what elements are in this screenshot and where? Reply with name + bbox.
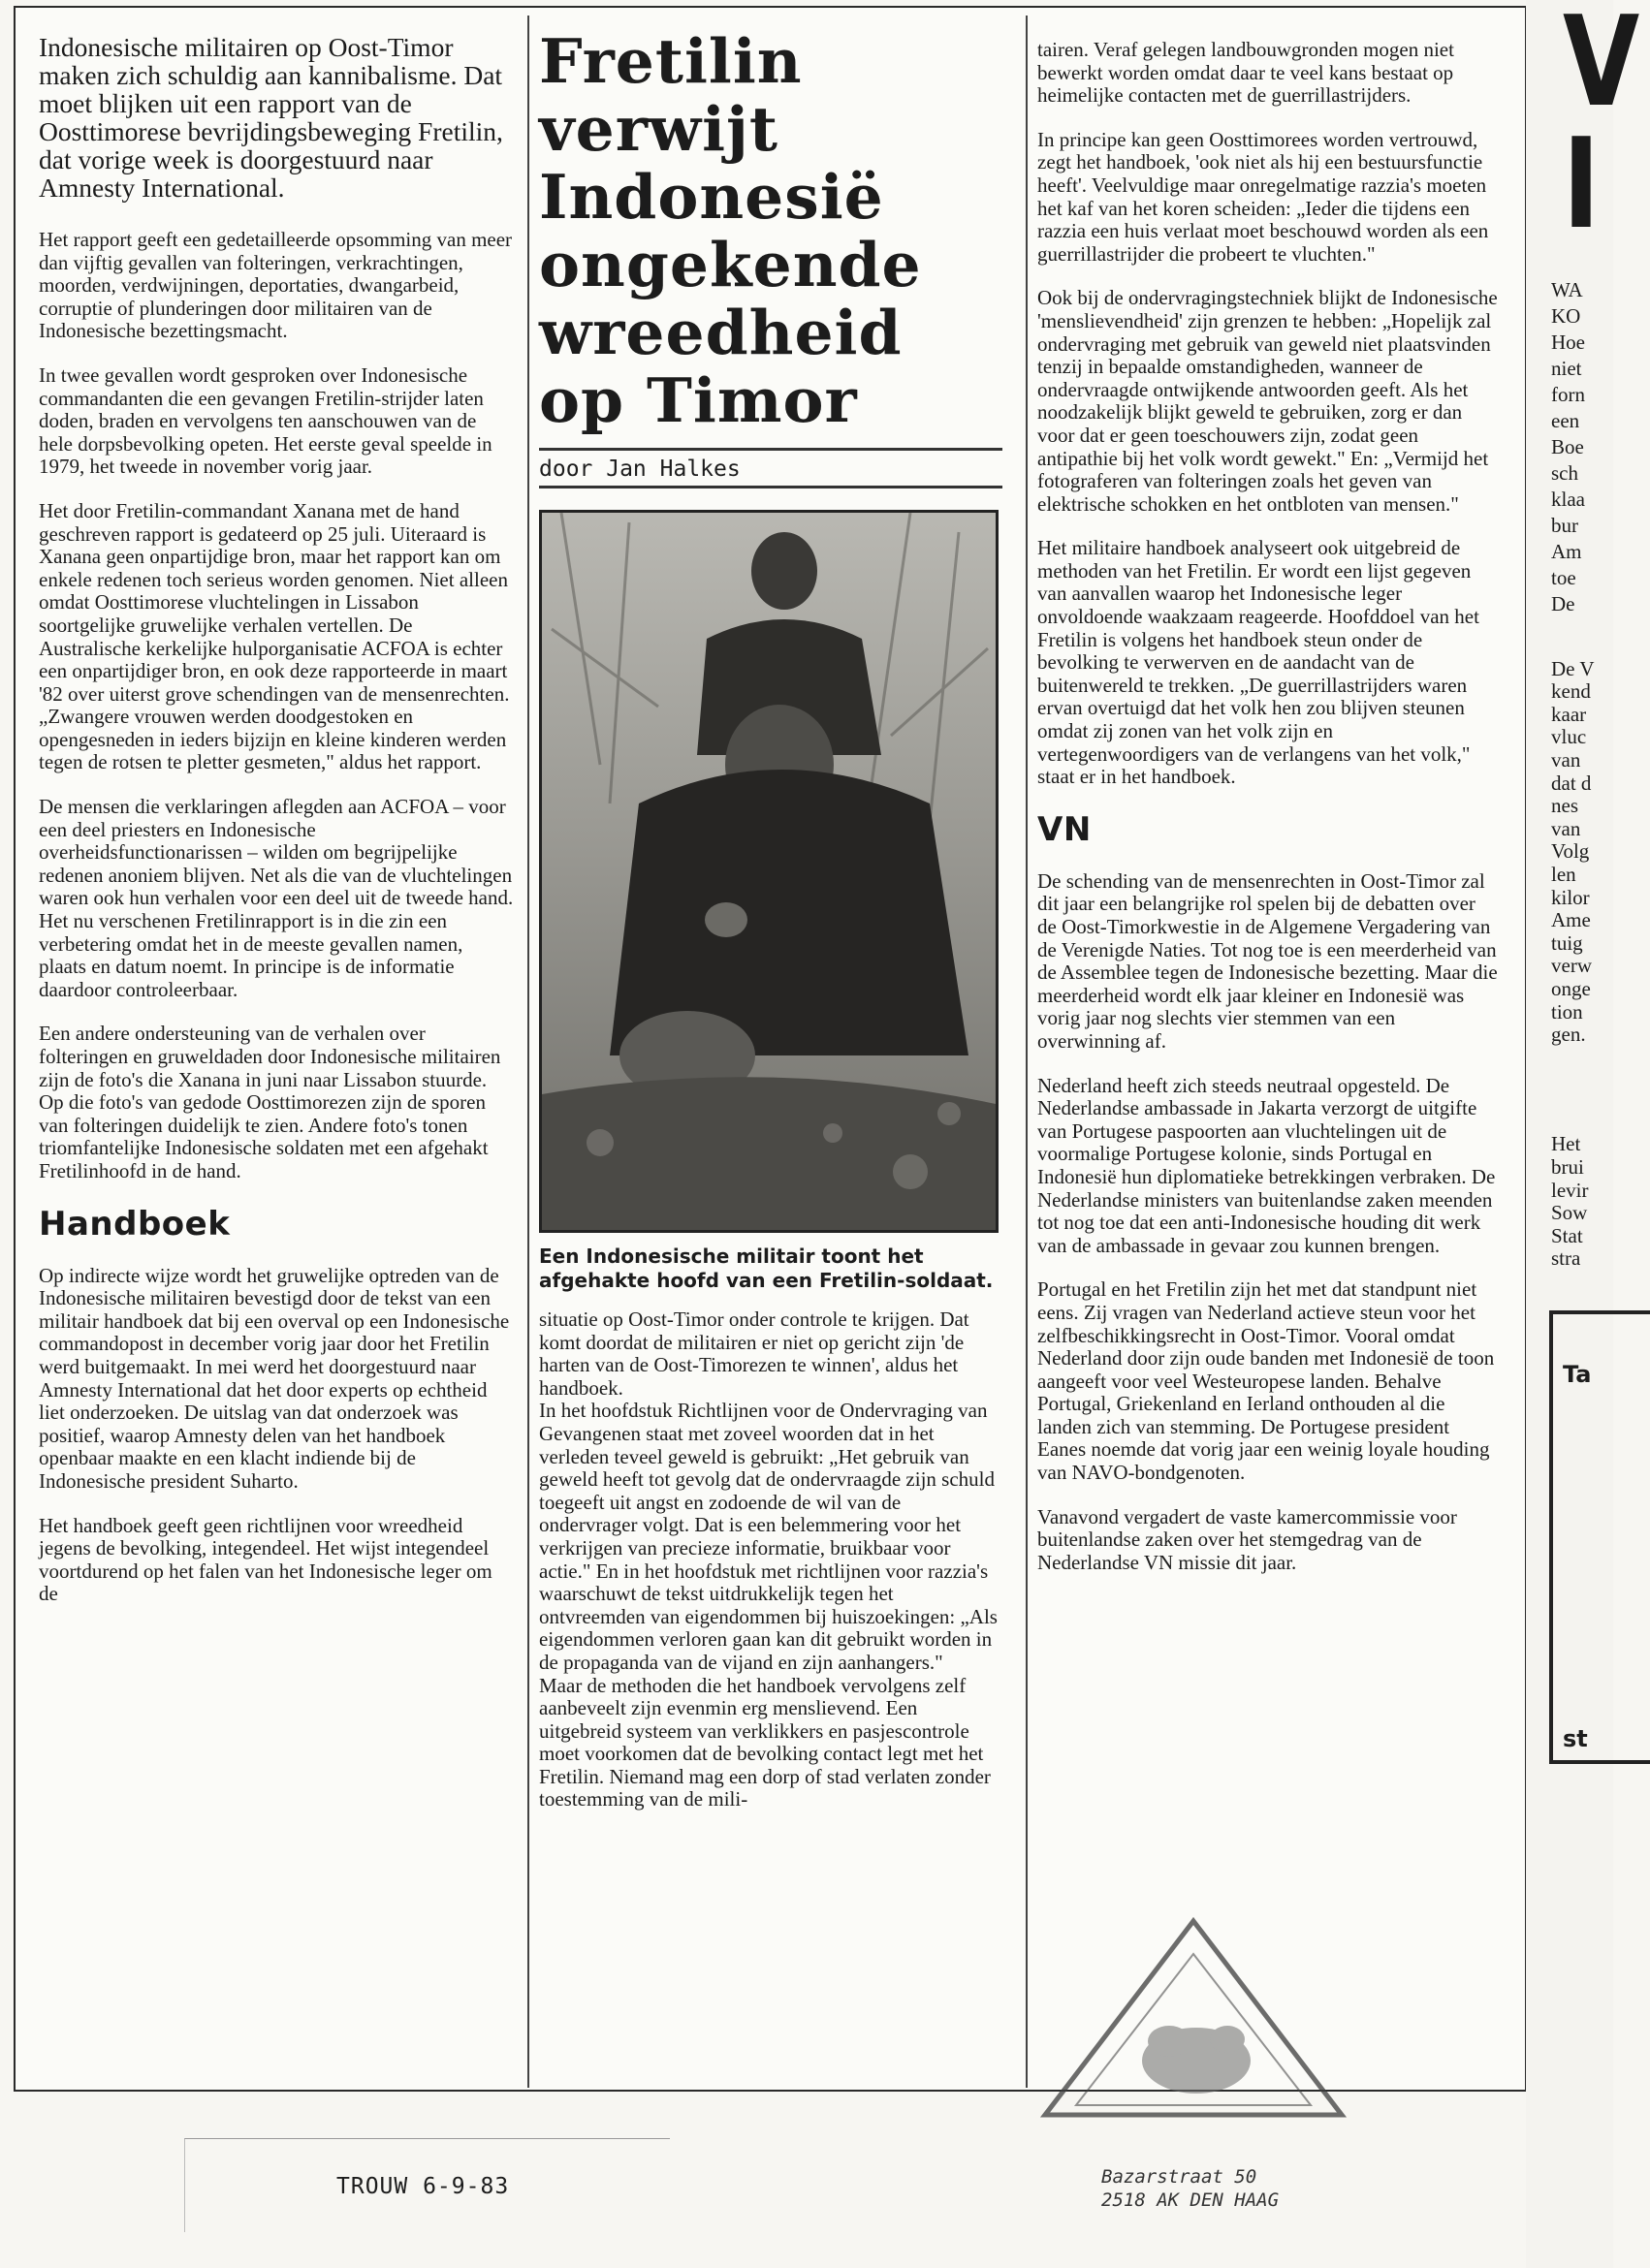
article-column-2 <box>539 25 1002 1811</box>
adjacent-text-line: Hoe <box>1551 331 1585 354</box>
column-divider <box>527 16 529 2088</box>
article-paragraph: Het handboek geeft geen richtlijnen voor wreedheid jegens de bevolking, integendeel. Het wijst integendeel voortdurend op het falen van het Indonesische leger om de <box>39 1513 492 1606</box>
article-paragraph: Een andere ondersteuning van de verhalen over folteringen en gruweldaden door Indonesische militairen zijn de foto's die Xanana in juni naar Lissabon stuurde. Op die foto's van gedode Oosttimorezen zijn de sporen van folteringen duidelijk te zien. Andere foto's tonen triomfantelijke Indonesische soldaten met een afgehakt Fretilinhoofd in de hand. <box>39 1022 501 1182</box>
adjacent-text-line: Ame <box>1551 908 1591 932</box>
news-photo <box>539 510 999 1233</box>
stamp-address-line: Bazarstraat 50 <box>1101 2166 1257 2188</box>
article-paragraph: tairen. Veraf gelegen landbouwgronden mogen niet bewerkt worden omdat daar te veel kans bestaat op heimelijke contacten met de guerrillastrijders. <box>1037 38 1454 108</box>
article-paragraph: Het door Fretilin-commandant Xanana met de hand geschreven rapport is gedateerd op 25 juli. Uiteraard is Xanana geen onpartijdige bron, maar het rapport kan om enkele redenen toch serieus worden genomen. Niet alleen omdat Oosttimorese vluchtelingen in Lissabon soortgelijke gruwelijke verhalen vertellen. De Australische kerkelijke hulporganisatie ACFOA is echter een onpartijdiger bron, en ook deze rapporteerde in maart '82 over uiterst grove schendingen van de mensenrechten. „Zwangere vrouwen werden doodgestoken en opengesneden in ieders bijzijn en kleine kinderen werden tegen de rotsen te pletter gesmeten," aldus het rapport. <box>39 498 510 774</box>
article-paragraph: Het militaire handboek analyseert ook uitgebreid de methoden van het Fretilin. Er wordt een lijst gegeven van aanvallen waarop het Indonesische leger onvoldoende waakzaam reageerde. Hoofddoel van het Fretilin is volgens het handboek steun onder de bevolking te verwerven en de aandacht van de buitenwereld te trekken. „De guerrillastrijders waren ervan overtuigd dat het volk hen zou blijven steunen omdat zij zonen van het volk zijn en vertegenwoordigers van de verlangens van het volk," staat er in het handboek. <box>1037 536 1479 789</box>
adjacent-text-line: Stat <box>1551 1223 1583 1247</box>
adjacent-text-line: gen. <box>1551 1023 1586 1047</box>
headline-line: wreedheid <box>539 297 903 368</box>
column-divider <box>1026 16 1028 2088</box>
adjacent-text-line: Am <box>1551 540 1582 563</box>
article-paragraph: Op indirecte wijze wordt het gruwelijke optreden van de Indonesische militairen bevestigd door de tekst van een militair handboek dat bij een overval op een Indonesische commandopost in december vorig jaar door het Fretilin werd buitgemaakt. In mei werd het doorgestuurd naar Amnesty International dat het door experts op echtheid liet onderzoeken. De uitslag van dat onderzoek was positief, waarop Amnesty delen van het handboek openbaar maakte en een klacht indiende bij de Indonesische president Suharto. <box>39 1263 510 1493</box>
adjacent-box <box>1549 1310 1650 1764</box>
adjacent-text-line: kaar <box>1551 702 1587 726</box>
source-label: TROUW 6-9-83 <box>336 2174 510 2199</box>
adjacent-text-line: Volg <box>1551 839 1590 864</box>
adjacent-text-line: Boe <box>1551 435 1584 458</box>
article-paragraph: In twee gevallen wordt gesproken over Indonesische commandanten die een gevangen Fretilin-strijder laten doden, braden en vervolgens ten aanschouwen van de hele dorpsbevolking opeten. Het eerste geval speelde in 1979, het tweede in november vorig jaar. <box>39 362 492 479</box>
adjacent-text-line: dat d <box>1551 771 1592 795</box>
article-paragraph: Portugal en het Fretilin zijn het met dat standpunt niet eens. Zij vragen van Nederland actieve steun voor het zelfbeschikkingsrecht in Oost-Timor. Vooral omdat Nederland door zijn oude banden met Indonesië de toon aangeeft voor veel Westeuropese landen. Behalve Portugal, Griekenland en Ierland onthouden al die landen zich van stemming. De Portugese president Eanes noemde dat vorig jaar een weinig loyale houding van NAVO-bondgenoten. <box>1037 1277 1495 1485</box>
adjacent-text-line: onge <box>1551 977 1591 1000</box>
article-paragraph: De schending van de mensenrechten in Oost-Timor zal dit jaar een belangrijke rol spelen bij de debatten over de Oost-Timorkwestie in de Algemene Vergadering van de Verenigde Naties. Tot nog toe is een meerderheid van de Assemblee tegen de Indonesische bezetting. Maar die meerderheid wordt elk jaar kleiner en Indonesië was vorig jaar nog slechts vier stemmen van een overwinning af. <box>1037 868 1498 1053</box>
stamp-address <box>1101 2165 1279 2212</box>
article-paragraph: Nederland heeft zich steeds neutraal opgesteld. De Nederlandse ambassade in Jakarta verzorgt de uitgifte van Portugese paspoorten aan vluchtelingen uit de voormalige Portugese kolonie, sinds Portugal en Indonesië hun diplomatieke betrekkingen verbraken. De Nederlandse ministers van buitenlandse zaken meenden tot nog toe dat een anti-Indonesische houding dit werk van de ambassade in gevaar zou kunnen brengen. <box>1037 1073 1496 1257</box>
article-paragraph: In het hoofdstuk Richtlijnen voor de Ondervraging van Gevangenen staat met zoveel woorden dat in het verleden teveel geweld is gebruikt: „Het gebruik van geweld heeft tot gevolg dat de ondervraagde zijn schuld toegeeft uit angst en zodoende de wil van de ondervrager volgt. Dat is een belemmering voor het verkrijgen van precieze informatie, bruikbaar voor actie." En in het hoofdstuk met richtlijnen voor razzia's waarschuwt de tekst uitdrukkelijk tegen het ontvreemden van eigendommen bij huiszoekingen: „Als eigendommen verloren gaan kan dit gebruikt worden in de propaganda van de vijand en zijn aanhangers." <box>539 1399 998 1674</box>
adjacent-text-line: tuig <box>1551 930 1583 955</box>
adjacent-box-text: Ta <box>1563 1361 1592 1388</box>
article-paragraph: De mensen die verklaringen aflegden aan ACFOA – voor een deel priesters en Indonesische overheidsfunctionarissen – wilden om begrijpelijke redenen anoniem blijven. Net als die van de vluchtelingen waren ook hun verhalen voor een deel uit de tweede hand. Het nu verschenen Fretilinrapport is in die zin een verbetering omdat het in de meeste gevallen namen, plaats en datum noemt. In principe is de informatie daardoor controleerbaar. <box>39 795 514 1001</box>
adjacent-headline-letter: V <box>1563 0 1640 135</box>
adjacent-text-line: Sow <box>1551 1201 1588 1225</box>
headline-line: ongekende <box>539 229 922 300</box>
article-paragraph: Het rapport geeft een gedetailleerde opsomming van meer dan vijftig gevallen van folteringen, verkrachtingen, moorden, verdwijningen, deportaties, dwangarbeid, corruptie of plunderingen door militairen van de Indonesische bezettingsmacht. <box>39 228 513 343</box>
article-paragraph: situatie op Oost-Timor onder controle te krijgen. Dat komt doordat de militairen er niet op gericht zijn 'de harten van de Oost-Timorezen te winnen', aldus het handboek. <box>539 1307 969 1400</box>
adjacent-text-line: van <box>1551 748 1581 772</box>
byline: door Jan Halkes <box>539 457 741 482</box>
adjacent-text-line: len <box>1551 863 1576 886</box>
adjacent-text-line: brui <box>1551 1155 1584 1179</box>
adjacent-text-line: sch <box>1551 461 1578 485</box>
article-paragraph: Vanavond vergadert de vaste kamercommissie voor buitenlandse zaken over het stemgedrag van de Nederlandse VN missie dit jaar. <box>1037 1504 1457 1574</box>
photo-caption: Een Indonesische militair toont het afgehakte hoofd van een Fretilin-soldaat. <box>539 1244 994 1292</box>
adjacent-text-line: De V <box>1551 656 1595 680</box>
adjacent-text-line: bur <box>1551 514 1578 537</box>
byline-rule-bottom <box>539 486 1002 488</box>
article-paragraph: Maar de methoden die het handboek vervolgens zelf aanbeveelt zijn evenmin erg menslievend. Een uitgebreid systeem van verklikkers en pasjescontrole moet voorkomen dat de bevolking contact legt met het Fretilin. Niemand mag een dorp of stad verlaten zonder toestemming van de mili- <box>539 1673 991 1811</box>
adjacent-text-line: van <box>1551 816 1581 840</box>
adjacent-text-line: levir <box>1551 1178 1589 1202</box>
article-paragraph: Ook bij de ondervragingstechniek blijkt de Indonesische 'menslievendheid' zijn grenzen te hebben: „Hopelijk zal ondervraging met gebruik van geweld niet plaatsvinden tenzij in bepaalde omstandigheden, wanneer de ondervraagde ontwijkende antwoorden geeft. Als het noodzakelijk blijkt geweld te gebruiken, zorg er dan voor dat er geen toeschouwers zijn, zodat geen antipathie bij het volk wordt gewekt." En: „Vermijd het fotograferen van folteringen zoals het geven van elektrische schokken en het ontbloten van mensen." <box>1037 286 1498 516</box>
article-column-3 <box>1037 39 1499 1574</box>
subheading-vn: VN <box>1037 809 1092 849</box>
adjacent-text-line: WA <box>1551 278 1583 301</box>
adjacent-text-line: niet <box>1551 357 1582 380</box>
adjacent-text-line: toe <box>1551 566 1576 589</box>
adjacent-text-line: nes <box>1551 794 1578 818</box>
article-lead: Indonesische militairen op Oost-Timor maken zich schuldig aan kannibalisme. Dat moet blijken uit een rapport van de Oosttimorese bevrijdingsbeweging Fretilin, dat vorige week is doorgestuurd naar Amnesty International. <box>39 32 503 203</box>
byline-rule-top <box>539 448 1002 451</box>
headline-line: verwijt <box>539 93 778 165</box>
adjacent-text-line: kend <box>1551 679 1591 704</box>
adjacent-text-line: vluc <box>1551 725 1587 749</box>
article-paragraph: In principe kan geen Oosttimorees worden vertrouwd, zegt het handboek, 'ook niet als hij een bestuursfunctie heeft'. Veelvuldige maar onregelmatige razzia's moeten het kaf van het koren scheiden: „Ieder die tijdens een razzia een huis verlaat moet beschouwd worden als een guerrillastrijder die probeert te vluchten." <box>1037 127 1489 266</box>
adjacent-headline-letter: I <box>1563 112 1601 257</box>
adjacent-text-line: klaa <box>1551 488 1585 511</box>
headline-line: Indonesië <box>539 161 884 233</box>
adjacent-text-line: kilor <box>1551 885 1590 909</box>
adjacent-box-text: st <box>1563 1725 1588 1752</box>
adjacent-text-line: forn <box>1551 383 1585 406</box>
subheading-handboek: Handboek <box>39 1204 231 1244</box>
headline-line: op Timor <box>539 364 858 436</box>
adjacent-text-line: tion <box>1551 999 1583 1024</box>
adjacent-article-fragment <box>1526 0 1640 2268</box>
headline <box>539 27 1002 434</box>
adjacent-text-line: een <box>1551 409 1580 432</box>
article-column-1 <box>39 33 514 1606</box>
headline-line: Fretilin <box>539 25 803 97</box>
organization-stamp <box>1033 1915 1353 2128</box>
adjacent-text-line: KO <box>1551 304 1581 328</box>
adjacent-text-line: verw <box>1551 954 1592 978</box>
source-note <box>184 2138 670 2232</box>
adjacent-text-line: De <box>1551 592 1575 615</box>
stamp-address-line: 2518 AK DEN HAAG <box>1101 2189 1280 2211</box>
adjacent-text-line: Het <box>1551 1132 1581 1156</box>
adjacent-text-line: stra <box>1551 1246 1581 1271</box>
